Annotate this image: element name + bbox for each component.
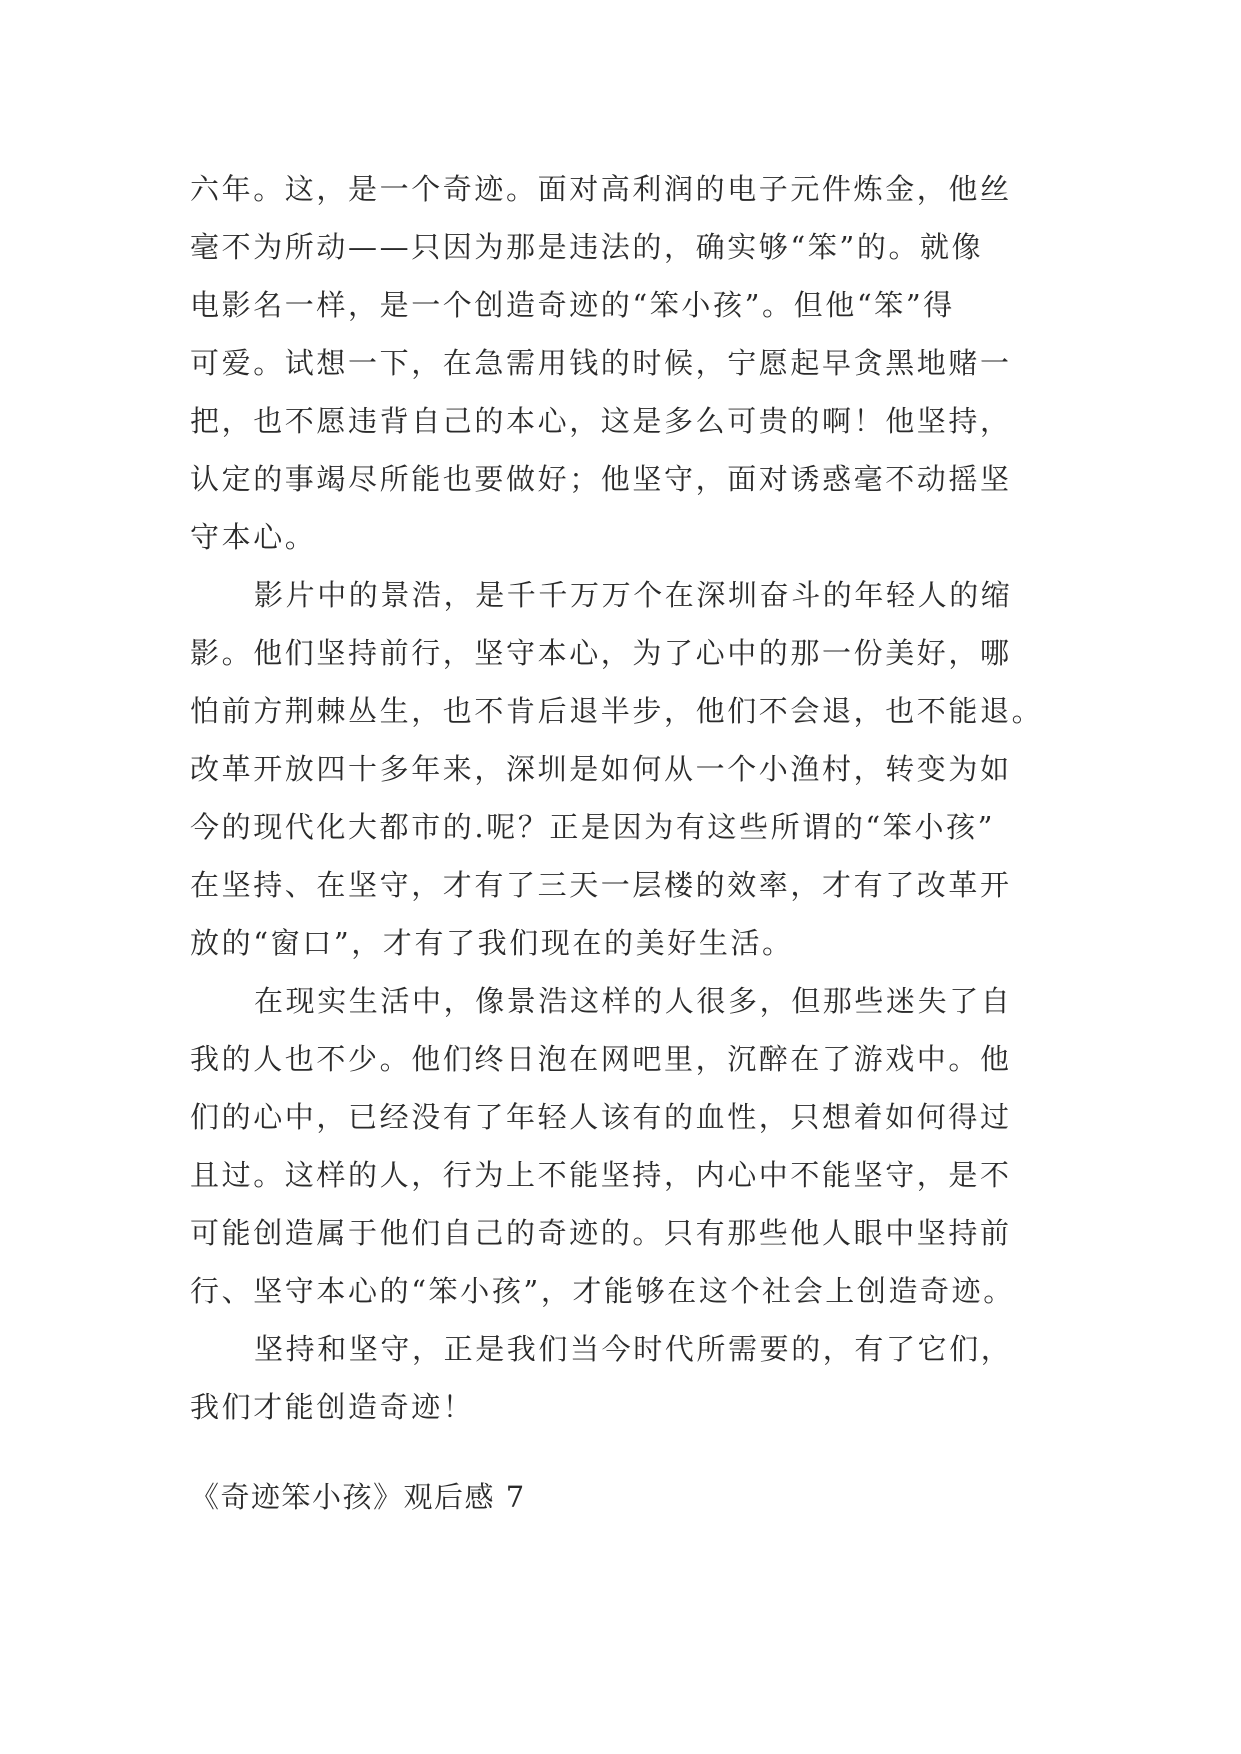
text-line: 放的“窗口”，才有了我们现在的美好生活。 xyxy=(190,926,794,960)
text-line: 影片中的景浩，是千千万万个在深圳奋斗的年轻人的缩 xyxy=(254,578,1013,612)
text-line: 电影名一样，是一个创造奇迹的“笨小孩”。但他“笨”得 xyxy=(190,288,955,322)
text-line: 坚持和坚守，正是我们当今时代所需要的，有了它们， xyxy=(254,1332,1013,1366)
paragraph xyxy=(190,972,1060,1320)
text-line: 把，也不愿违背自己的本心，这是多么可贵的啊！他坚持， xyxy=(190,404,1012,438)
document-body xyxy=(190,160,1060,1436)
paragraph xyxy=(190,566,1060,972)
text-line: 毫不为所动——只因为那是违法的，确实够“笨”的。就像 xyxy=(190,230,984,264)
text-line: 我的人也不少。他们终日泡在网吧里，沉醉在了游戏中。他 xyxy=(190,1042,1012,1076)
text-line: 可爱。试想一下，在急需用钱的时候，宁愿起早贪黑地赌一 xyxy=(190,346,1012,380)
text-line: 影。他们坚持前行，坚守本心，为了心中的那一份美好，哪 xyxy=(190,636,1012,670)
text-line: 我们才能创造奇迹！ xyxy=(190,1390,475,1424)
section-title: 《奇迹笨小孩》观后感 7 xyxy=(190,1480,526,1514)
text-line: 行、坚守本心的“笨小孩”，才能够在这个社会上创造奇迹。 xyxy=(190,1274,1015,1308)
text-line: 怕前方荆棘丛生，也不肯后退半步，他们不会退，也不能退。 xyxy=(190,694,1044,728)
text-line: 们的心中，已经没有了年轻人该有的血性，只想着如何得过 xyxy=(190,1100,1012,1134)
text-line: 守本心。 xyxy=(190,520,317,554)
text-line: 认定的事竭尽所能也要做好；他坚守，面对诱惑毫不动摇坚 xyxy=(190,462,1012,496)
text-line: 在现实生活中，像景浩这样的人很多，但那些迷失了自 xyxy=(254,984,1013,1018)
text-line: 六年。这，是一个奇迹。面对高利润的电子元件炼金，他丝 xyxy=(190,172,1012,206)
paragraph xyxy=(190,1320,1060,1436)
text-line: 且过。这样的人，行为上不能坚持，内心中不能坚守，是不 xyxy=(190,1158,1012,1192)
text-line: 改革开放四十多年来，深圳是如何从一个小渔村，转变为如 xyxy=(190,752,1012,786)
text-line: 可能创造属于他们自己的奇迹的。只有那些他人眼中坚持前 xyxy=(190,1216,1012,1250)
paragraph xyxy=(190,160,1060,566)
text-line: 在坚持、在坚守，才有了三天一层楼的效率，才有了改革开 xyxy=(190,868,1012,902)
text-line: 今的现代化大都市的.呢？正是因为有这些所谓的“笨小孩” xyxy=(190,810,996,844)
